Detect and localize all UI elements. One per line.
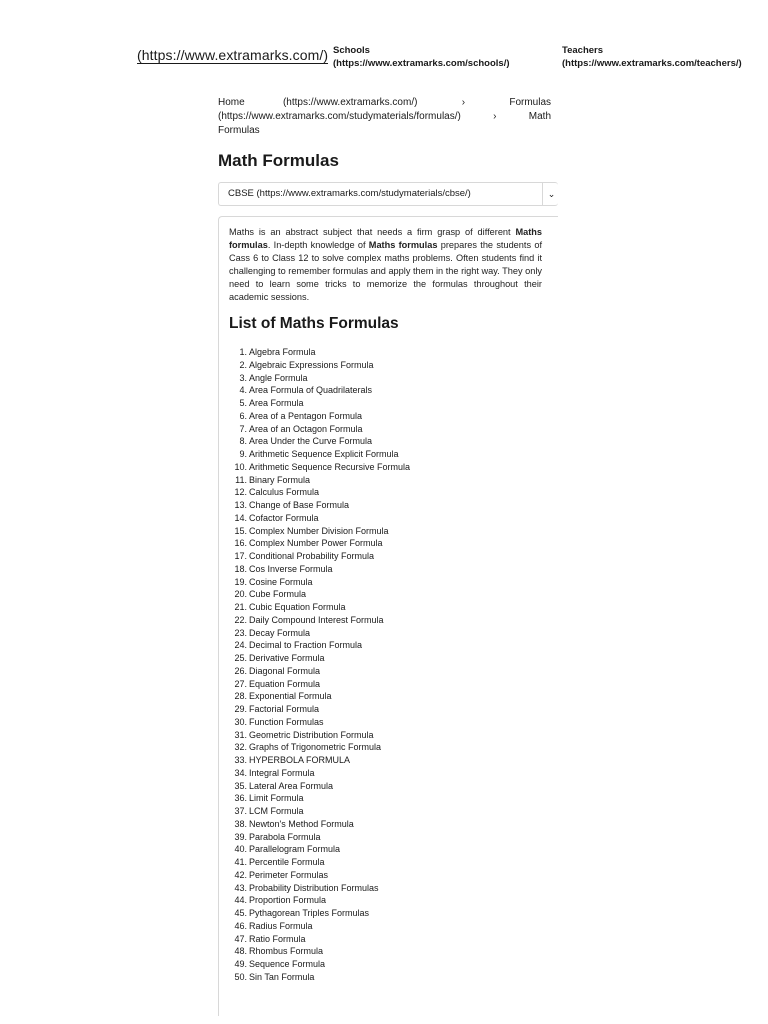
list-item[interactable] — [229, 843, 558, 856]
list-item-number: 22. — [234, 614, 247, 625]
list-item-label[interactable]: Algebraic Expressions Formula — [249, 359, 374, 370]
list-item-number: 13. — [234, 500, 247, 510]
list-item-number: 35. — [234, 780, 247, 791]
list-item[interactable] — [229, 601, 558, 614]
breadcrumb-separator-icon: › — [461, 97, 466, 108]
breadcrumb-formulas[interactable]: Formulas — [509, 97, 552, 108]
breadcrumb-home-url[interactable]: (https://www.extramarks.com/) — [282, 97, 418, 108]
list-item-label[interactable]: Parallelogram Formula — [249, 844, 341, 855]
intro-paragraph: Maths is an abstract subject that needs a firm grasp of different Maths formulas. In-depth knowledge of Maths formulas prepares the students of Cass 6 to Class 12 to solve complex maths problems. Often students find it challenging to remember formulas and apply them in the right way. They only need to learn some tricks to memorize the formulas throughout their academic sessions. — [229, 227, 542, 302]
nav-schools-label: Schools — [333, 45, 370, 56]
list-item-label[interactable]: Radius Formula — [249, 920, 313, 931]
list-item-number: 2. — [239, 359, 247, 370]
list-item-number: 5. — [239, 398, 247, 408]
list-item[interactable] — [229, 920, 558, 933]
nav-teachers[interactable] — [562, 44, 742, 70]
list-item-label[interactable]: Factorial Formula — [249, 704, 320, 714]
list-item-label[interactable]: Sin Tan Formula — [249, 971, 315, 982]
list-item-number: 48. — [234, 946, 247, 957]
list-item[interactable] — [229, 397, 558, 410]
list-item-number: 16. — [234, 538, 247, 549]
list-item-label[interactable]: Lateral Area Formula — [249, 780, 334, 791]
list-item-number: 49. — [234, 959, 247, 969]
list-item-number: 30. — [234, 716, 247, 727]
list-item-label[interactable]: Conditional Probability Formula — [249, 551, 375, 561]
list-item-number: 47. — [234, 933, 247, 944]
list-item-number: 36. — [234, 793, 247, 804]
list-item-label[interactable]: Calculus Formula — [249, 487, 320, 498]
list-item[interactable] — [229, 818, 558, 831]
list-item-number: 23. — [234, 627, 247, 638]
breadcrumb-current: Math Formulas — [218, 111, 552, 136]
home-link[interactable]: (https://www.extramarks.com/) — [137, 47, 329, 63]
list-item[interactable] — [229, 410, 558, 423]
list-item-label[interactable]: Percentile Formula — [249, 857, 325, 867]
list-item-label[interactable]: Area Formula — [249, 398, 304, 408]
list-item-number: 38. — [234, 818, 247, 829]
list-item[interactable] — [229, 372, 558, 385]
list-item-label[interactable]: Pythagorean Triples Formulas — [249, 908, 370, 918]
board-select-value: CBSE (https://www.extramarks.com/studymaterials/cbse/) — [228, 188, 471, 199]
list-item-number: 7. — [239, 423, 247, 434]
list-item-label[interactable]: Equation Formula — [249, 678, 321, 689]
list-item[interactable] — [229, 423, 558, 436]
list-item-number: 18. — [234, 563, 247, 574]
list-item-label[interactable]: Cofactor Formula — [249, 512, 319, 523]
list-item-label[interactable]: Change of Base Formula — [249, 500, 350, 510]
list-item[interactable] — [229, 652, 558, 665]
list-item-number: 8. — [239, 436, 247, 447]
list-item-label[interactable]: Algebra Formula — [249, 347, 316, 357]
list-item-label[interactable]: Sequence Formula — [249, 959, 326, 969]
list-item-number: 26. — [234, 665, 247, 676]
list-item-label[interactable]: Graphs of Trigonometric Formula — [249, 742, 382, 753]
list-item[interactable] — [229, 550, 558, 563]
list-item-number: 32. — [234, 742, 247, 753]
list-item-label[interactable]: Rhombus Formula — [249, 946, 324, 957]
list-item[interactable] — [229, 869, 558, 882]
page-title: Math Formulas — [218, 151, 339, 170]
board-select[interactable] — [218, 182, 558, 206]
list-item[interactable] — [229, 716, 558, 729]
list-item[interactable] — [229, 359, 558, 372]
list-item-number: 25. — [234, 653, 247, 663]
list-item[interactable] — [229, 614, 558, 627]
list-item-label[interactable]: Area of an Octagon Formula — [249, 423, 363, 434]
breadcrumb-formulas-url[interactable]: (https://www.extramarks.com/studymaterials/formulas/) — [218, 111, 461, 122]
list-item-number: 11. — [235, 474, 247, 485]
list-item-number: 9. — [239, 449, 247, 459]
list-item-label[interactable]: Cosine Formula — [249, 576, 313, 587]
list-item-number: 10. — [234, 461, 247, 472]
list-item[interactable] — [229, 907, 558, 920]
list-item[interactable] — [229, 525, 558, 538]
list-item[interactable] — [229, 894, 558, 907]
list-item[interactable] — [229, 792, 558, 805]
list-item-label[interactable]: Cubic Equation Formula — [249, 602, 346, 612]
list-item-number: 50. — [234, 971, 247, 982]
list-item-number: 15. — [234, 525, 247, 536]
list-item-label[interactable]: Cube Formula — [249, 589, 307, 600]
list-item[interactable] — [229, 461, 558, 474]
list-item[interactable] — [229, 754, 558, 767]
list-item-number: 43. — [234, 882, 247, 893]
intro-bold-term: Maths formulas — [229, 227, 542, 250]
list-item[interactable] — [229, 831, 558, 844]
list-item-label[interactable]: Arithmetic Sequence Recursive Formula — [249, 461, 411, 472]
list-item-label[interactable]: Limit Formula — [249, 793, 304, 804]
list-item[interactable] — [229, 448, 558, 461]
list-item-label[interactable]: Diagonal Formula — [249, 665, 321, 676]
list-item-number: 3. — [239, 372, 247, 383]
list-item[interactable] — [229, 678, 558, 691]
list-item[interactable] — [229, 703, 558, 716]
list-item-number: 41. — [234, 857, 247, 867]
list-item-number: 21. — [234, 602, 247, 612]
list-item[interactable] — [229, 435, 558, 448]
list-item[interactable] — [229, 882, 558, 895]
list-item-number: 24. — [234, 640, 247, 651]
list-title: List of Maths Formulas — [229, 315, 399, 332]
list-item-number: 14. — [234, 512, 247, 523]
list-item[interactable] — [229, 627, 558, 640]
breadcrumb-separator-icon: › — [493, 111, 497, 122]
list-item[interactable] — [229, 576, 558, 589]
list-item[interactable] — [229, 945, 558, 958]
list-item-number: 20. — [234, 589, 247, 600]
list-item-label[interactable]: Daily Compound Interest Formula — [249, 614, 384, 625]
nav-teachers-label: Teachers — [562, 45, 604, 56]
nav-schools-url[interactable]: (https://www.extramarks.com/schools/) — [333, 58, 510, 69]
list-item[interactable] — [229, 767, 558, 780]
list-item[interactable] — [229, 486, 558, 499]
formula-list — [229, 346, 558, 984]
list-item[interactable] — [229, 933, 558, 946]
list-item-label[interactable]: Parabola Formula — [249, 831, 321, 842]
list-item[interactable] — [229, 971, 558, 984]
list-item-number: 37. — [234, 806, 247, 816]
list-item[interactable] — [229, 474, 558, 487]
article-card — [218, 216, 558, 1016]
list-item[interactable] — [229, 639, 558, 652]
list-item-label[interactable]: Proportion Formula — [249, 895, 327, 906]
list-item-number: 12. — [234, 487, 247, 498]
list-item[interactable] — [229, 563, 558, 576]
list-item-number: 17. — [234, 551, 247, 561]
list-item-label[interactable]: Arithmetic Sequence Explicit Formula — [249, 449, 399, 459]
nav-schools[interactable] — [333, 44, 510, 70]
list-item[interactable] — [229, 805, 558, 818]
list-item[interactable] — [229, 856, 558, 869]
list-item-label[interactable]: LCM Formula — [249, 806, 304, 816]
list-item-number: 28. — [234, 691, 247, 702]
list-item[interactable] — [229, 346, 558, 359]
list-item-number: 33. — [234, 755, 247, 765]
list-item[interactable] — [229, 512, 558, 525]
list-item[interactable] — [229, 958, 558, 971]
breadcrumb — [218, 96, 551, 138]
list-item-label[interactable]: Cos Inverse Formula — [249, 563, 333, 574]
list-item-label[interactable]: Angle Formula — [249, 372, 308, 383]
chevron-down-icon[interactable]: ⌄ — [542, 183, 560, 205]
list-item-number: 44. — [234, 895, 247, 906]
list-item-number: 40. — [234, 844, 247, 855]
list-item-number: 6. — [239, 410, 247, 421]
main-content — [218, 96, 556, 996]
list-item-number: 34. — [234, 767, 247, 778]
intro-bold-term: Maths formulas — [368, 240, 438, 250]
list-item[interactable] — [229, 729, 558, 742]
list-item-number: 45. — [234, 908, 247, 918]
list-item-label[interactable]: Integral Formula — [249, 767, 315, 778]
list-item-label[interactable]: Complex Number Division Formula — [249, 525, 389, 536]
list-item-label[interactable]: Area Formula of Quadrilaterals — [249, 385, 373, 396]
list-item[interactable] — [229, 588, 558, 601]
list-item-label[interactable]: HYPERBOLA FORMULA — [249, 755, 351, 765]
list-item-label[interactable]: Perimeter Formulas — [249, 869, 329, 880]
list-item[interactable] — [229, 665, 558, 678]
list-item-label[interactable]: Area Under the Curve Formula — [249, 436, 373, 447]
list-item-label[interactable]: Decimal to Fraction Formula — [249, 640, 363, 651]
list-item-label[interactable]: Geometric Distribution Formula — [249, 729, 374, 740]
list-item-label[interactable]: Function Formulas — [249, 716, 324, 727]
list-item[interactable] — [229, 780, 558, 793]
list-item-number: 1. — [239, 347, 247, 357]
list-item-label[interactable]: Exponential Formula — [249, 691, 332, 702]
list-item-label[interactable]: Decay Formula — [249, 627, 311, 638]
list-item[interactable] — [229, 537, 558, 550]
breadcrumb-home[interactable]: Home — [218, 97, 245, 108]
list-item-label[interactable]: Derivative Formula — [249, 653, 325, 663]
nav-teachers-url[interactable]: (https://www.extramarks.com/teachers/) — [562, 58, 742, 69]
list-item-number: 39. — [234, 831, 247, 842]
list-item-label[interactable]: Newton's Method Formula — [249, 818, 354, 829]
list-item-number: 46. — [234, 920, 247, 931]
list-item-number: 19. — [234, 576, 247, 587]
list-item[interactable] — [229, 384, 558, 397]
list-item-number: 4. — [239, 385, 247, 396]
list-item-number: 27. — [234, 678, 247, 689]
list-item-number: 31. — [234, 729, 247, 740]
list-item-label[interactable]: Complex Number Power Formula — [249, 538, 383, 549]
list-item-number: 29. — [234, 704, 247, 714]
list-item-number: 42. — [234, 869, 247, 880]
list-item-label[interactable]: Binary Formula — [249, 474, 311, 485]
list-item-label[interactable]: Area of a Pentagon Formula — [249, 410, 363, 421]
list-item-label[interactable]: Probability Distribution Formulas — [249, 882, 379, 893]
list-item[interactable] — [229, 690, 558, 703]
list-item[interactable] — [229, 499, 558, 512]
list-item-label[interactable]: Ratio Formula — [249, 933, 306, 944]
list-item[interactable] — [229, 741, 558, 754]
